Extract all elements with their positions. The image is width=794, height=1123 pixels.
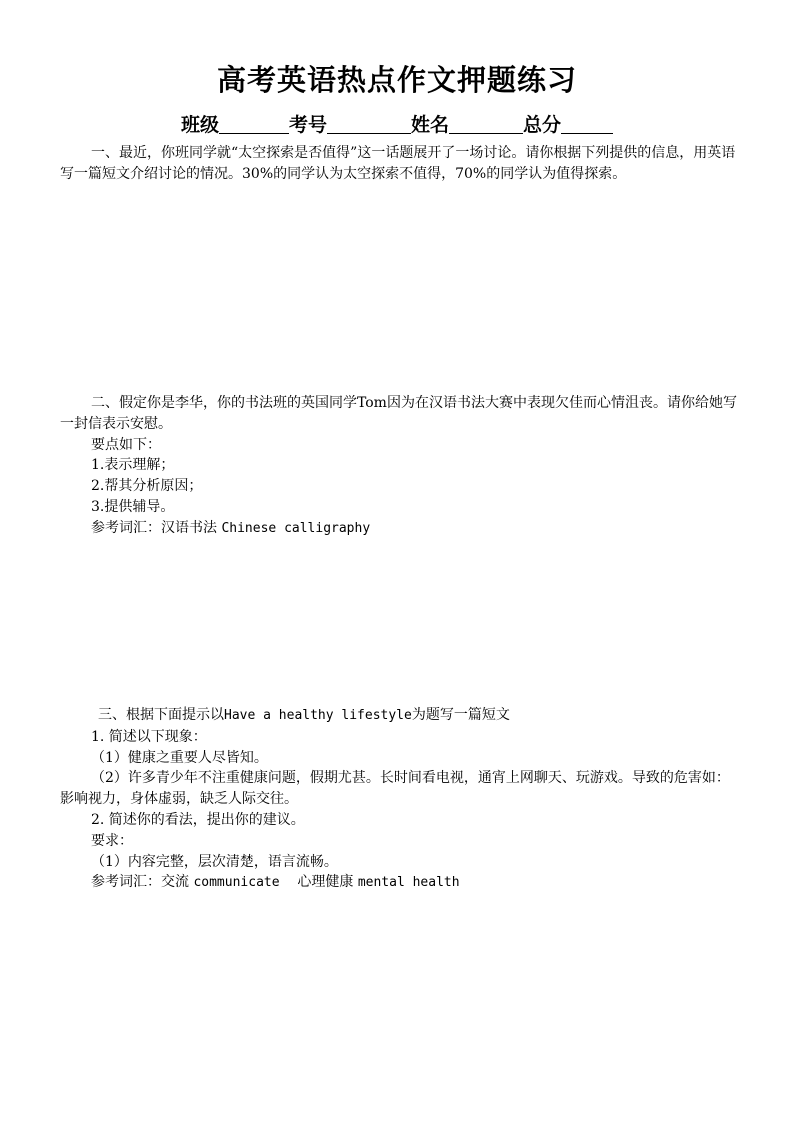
question-3-heading-prefix: 三、根据下面提示以 <box>98 707 224 723</box>
question-1 <box>60 143 740 185</box>
question-3-requirement-1: （1）内容完整，层次清楚，语言流畅。 <box>91 853 338 870</box>
score-blank[interactable] <box>561 115 613 134</box>
question-3-item-1b: （2）许多青少年不注重健康问题，假期尤甚。长时间看电视，通宵上网聊天、玩游戏。导致的危害如：影响视力，身体虚弱，缺乏人际交往。 <box>60 770 730 808</box>
question-3-item-1a: （1）健康之重要人尽皆知。 <box>91 749 268 766</box>
score-label: 总分 <box>523 114 562 136</box>
question-2-vocab-label: 参考词汇：汉语书法 <box>91 519 217 536</box>
exam-number-blank[interactable] <box>327 115 411 134</box>
question-2 <box>60 393 740 540</box>
question-3-heading <box>60 705 740 727</box>
question-3-vocab-term-1: communicate <box>193 875 280 891</box>
page-title: 高考英语热点作文押题练习 <box>216 63 577 97</box>
question-3-vocab-term-2: mental health <box>357 875 460 891</box>
question-2-text: 二、假定你是李华，你的书法班的英国同学Tom因为在汉语书法大赛中表现欠佳而心情沮丧。请你给她写一封信表示安慰。 <box>60 395 737 432</box>
name-label: 姓名 <box>411 114 450 136</box>
question-3-vocab-label-2: 心理健康 <box>297 874 354 891</box>
question-2-vocab-term: Chinese calligraphy <box>221 520 371 536</box>
question-3-topic: Have a healthy lifestyle <box>224 708 412 723</box>
question-3-requirements-heading: 要求： <box>91 832 133 849</box>
question-2-point-2: 2.帮其分析原因； <box>91 478 203 495</box>
exam-number-label: 考号 <box>288 114 327 136</box>
question-1-text: 一、最近，你班同学就“太空探索是否值得”这一话题展开了一场讨论。请你根据下列提供的信息，用英语写一篇短文介绍讨论的情况。30%的同学认为太空探索不值得，70%的同学认为值得探索。 <box>60 145 736 182</box>
question-3-item-2: 2. 简述你的看法，提出你的建议。 <box>91 811 305 828</box>
question-3-heading-suffix: 为题写一篇短文 <box>411 707 510 723</box>
question-2-vocab <box>60 518 740 540</box>
question-3-item-1: 1. 简述以下现象： <box>91 728 207 745</box>
class-blank[interactable] <box>219 115 289 134</box>
question-2-point-1: 1.表示理解； <box>91 457 175 474</box>
question-3-vocab-label: 参考词汇：交流 <box>91 874 189 891</box>
question-3 <box>60 705 740 894</box>
student-info-line <box>0 110 794 137</box>
question-2-point-3: 3.提供辅导。 <box>91 498 175 515</box>
question-3-vocab <box>60 872 740 894</box>
question-2-points-heading: 要点如下： <box>91 436 161 453</box>
class-label: 班级 <box>180 114 219 136</box>
name-blank[interactable] <box>449 115 523 134</box>
